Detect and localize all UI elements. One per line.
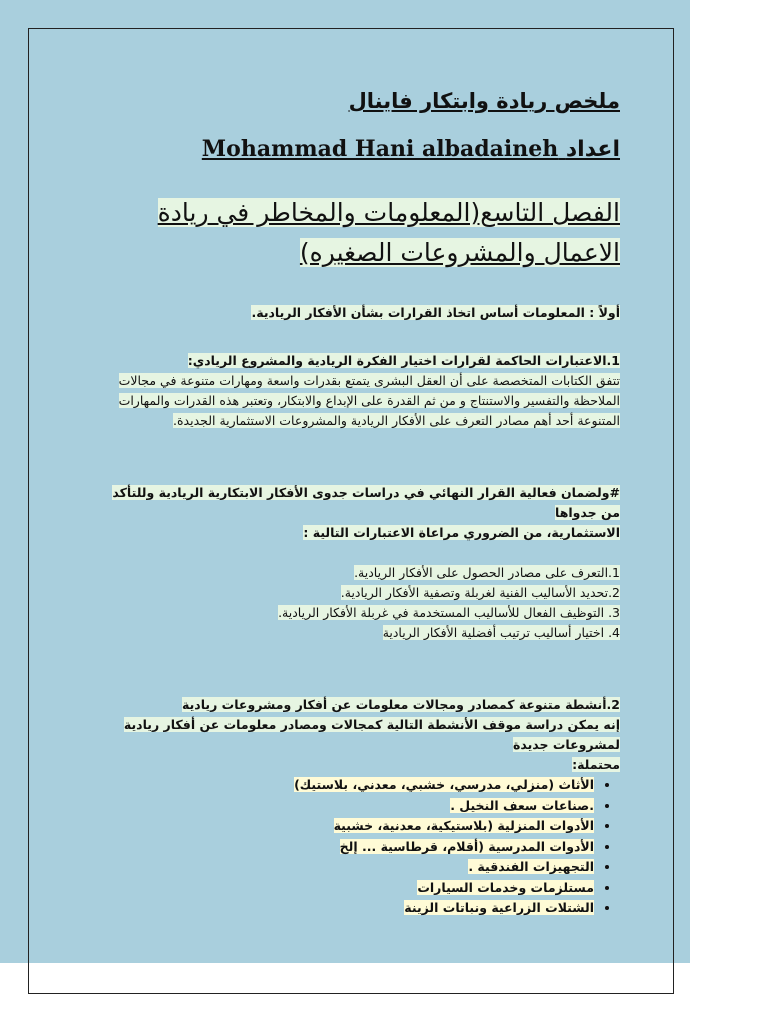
list-item: • .صناعات سعف النخيل . bbox=[95, 796, 594, 817]
list-item: • مستلزمات وخدمات السيارات bbox=[95, 878, 594, 899]
list-item: 3. التوظيف الفعال للأساليب المستخدمة في غربلة الأفكار الريادية. bbox=[278, 605, 620, 620]
list-item: 2.تحديد الأساليب الفنية لغربلة وتصفية الأفكار الريادية. bbox=[340, 585, 620, 600]
author-name: Mohammad Hani albadaineh bbox=[201, 136, 559, 162]
chapter-line-2: الاعمال والمشروعات الصغيره) bbox=[299, 238, 620, 267]
list-item: • التجهيزات الفندقية . bbox=[95, 857, 594, 878]
list-item: • الأثاث (منزلي، مدرسي، خشبي، معدني، بلاستيك) bbox=[95, 775, 594, 796]
author-prefix: اعداد bbox=[565, 137, 620, 162]
considerations-intro-line-2: الاستثمارية، من الضروري مراعاة الاعتبارات التالية : bbox=[303, 525, 620, 540]
activities-list bbox=[95, 775, 620, 919]
author-line bbox=[95, 134, 620, 165]
considerations-intro-line-1: #ولضمان فعالية القرار النهائي في دراسات جدوى الأفكار الابتكارية الريادية وللتأكد من جدواها bbox=[112, 485, 620, 520]
subsection-2-heading: 2.أنشطة متنوعة كمصادر ومجالات معلومات عن أفكار ومشروعات ريادية bbox=[182, 697, 620, 712]
list-item: 1.التعرف على مصادر الحصول على الأفكار الريادية. bbox=[354, 565, 620, 580]
chapter-heading bbox=[95, 193, 620, 273]
list-item: • الشتلات الزراعية ونباتات الزينة bbox=[95, 898, 594, 919]
list-item: • الأدوات المنزلية (بلاستيكية، معدنية، خشبية bbox=[95, 816, 594, 837]
document-body bbox=[95, 86, 620, 919]
subsection-2-intro-line-2: محتملة: bbox=[572, 757, 620, 772]
list-item: 4. اختيار أساليب ترتيب أفضلية الأفكار الريادية bbox=[382, 625, 620, 640]
list-item: • الأدوات المدرسية (أقلام، قرطاسية ... إلخ bbox=[95, 837, 594, 858]
subsection-2-intro-line-1: إنه يمكن دراسة موقف الأنشطة التالية كمجالات ومصادر معلومات عن أفكار ريادية لمشروعات جديدة bbox=[123, 717, 620, 752]
section-1-heading: أولاً : المعلومات أساس اتخاذ القرارات بشأن الأفكار الريادية. bbox=[251, 305, 620, 320]
subsection-1-heading: 1.الاعتبارات الحاكمة لقرارات اختيار الفكرة الريادية والمشروع الريادي: bbox=[187, 353, 620, 368]
subsection-1-para-line-2: الملاحظة والتفسير والاستنتاج و من ثم القدرة على الإبداع والابتكار، وتعتبر هذه القدرات والمهارات bbox=[118, 393, 620, 408]
doc-title: ملخص ريادة وابتكار فاينال bbox=[348, 89, 620, 113]
chapter-line-1: الفصل التاسع(المعلومات والمخاطر في ريادة bbox=[157, 198, 620, 227]
subsection-1-para-line-1: تتفق الكتابات المتخصصة على أن العقل البشرى يتمتع بقدرات واسعة ومهارات متنوعة في مجالات bbox=[118, 373, 620, 388]
considerations-list bbox=[95, 563, 620, 643]
subsection-1-para-line-3: المتنوعة أحد أهم مصادر التعرف على الأفكار الريادية والمشروعات الاستثمارية الجديدة. bbox=[173, 413, 620, 428]
